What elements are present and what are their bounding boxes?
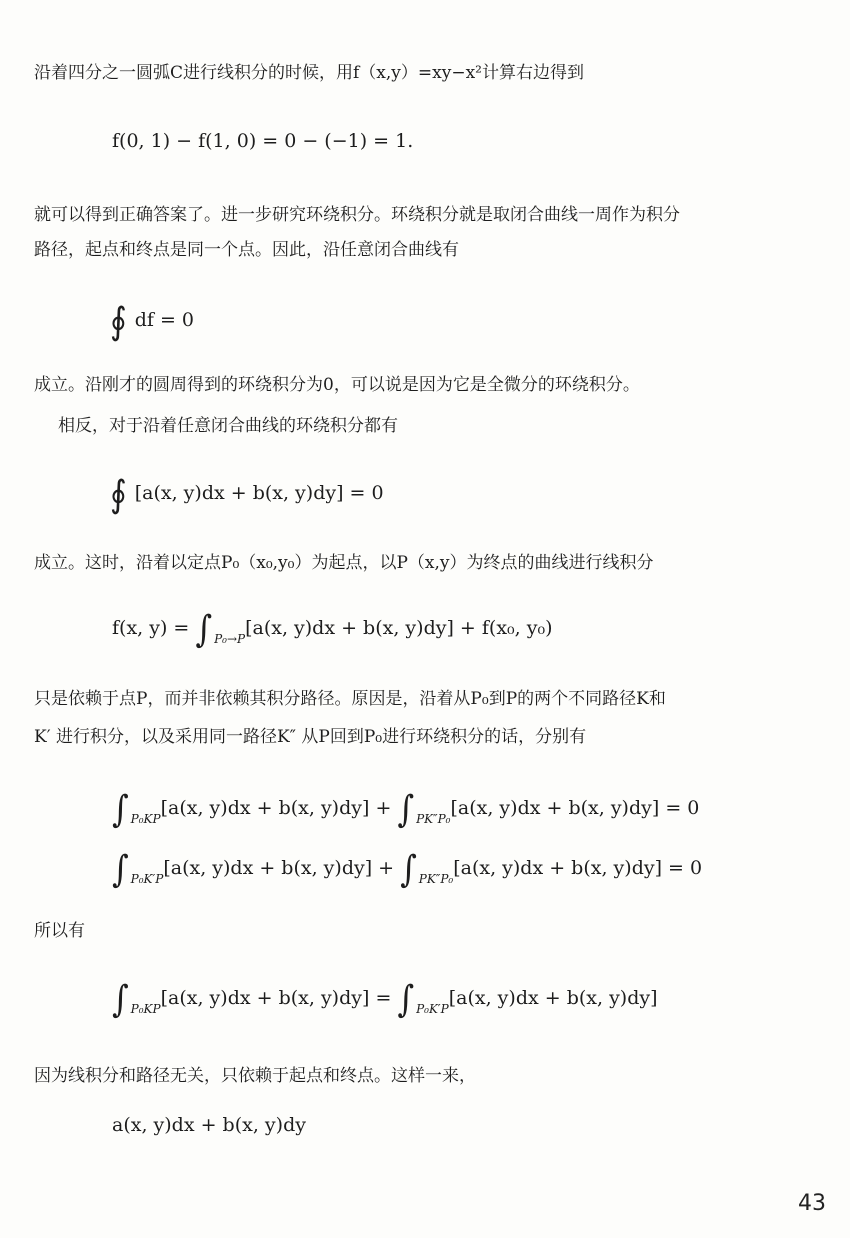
integral-subscript: P₀KP [130, 812, 161, 826]
integral-subscript: P₀K′P [130, 872, 164, 886]
equation-7-rhs: [a(x, y)dx + b(x, y)dy] [448, 987, 658, 1009]
paragraph-2-line-2: 路径，起点和终点是同一个点。因此，沿任意闭合曲线有 [34, 240, 459, 260]
paragraph-7: 所以有 [34, 921, 85, 941]
integral-symbol: ∫ [112, 847, 129, 891]
equation-1: f(0, 1) − f(1, 0) = 0 − (−1) = 1. [112, 130, 414, 152]
integral-symbol: ∫ [400, 847, 417, 891]
equation-2-body: df = 0 [134, 309, 195, 331]
integral-subscript: PK″P₀ [418, 872, 454, 886]
integral-symbol: ∫ [112, 977, 129, 1021]
paragraph-8: 因为线积分和路径无关，只依赖于起点和终点。这样一来， [34, 1066, 476, 1086]
equation-4-rhs: [a(x, y)dx + b(x, y)dy] + f(x₀, y₀) [245, 617, 553, 639]
paragraph-3: 成立。沿刚才的圆周得到的环绕积分为0，可以说是因为它是全微分的环绕积分。 [34, 375, 640, 395]
equation-6 [112, 847, 703, 891]
equation-5-mid: [a(x, y)dx + b(x, y)dy] + [160, 797, 398, 819]
integral-subscript: P₀→P [214, 632, 246, 646]
equation-2 [110, 299, 195, 343]
integral-symbol: ∫ [195, 607, 213, 651]
equation-7-mid: [a(x, y)dx + b(x, y)dy] = [160, 987, 398, 1009]
contour-integral-symbol: ∮ [110, 299, 127, 343]
page-number: 43 [798, 1191, 826, 1216]
paragraph-6-line-2: K′ 进行积分，以及采用同一路径K″ 从P回到P₀进行环绕积分的话，分别有 [34, 727, 587, 747]
equation-6-rhs: [a(x, y)dx + b(x, y)dy] = 0 [453, 857, 703, 879]
equation-4-lhs: f(x, y) = [112, 617, 196, 639]
equation-5 [112, 787, 700, 831]
paragraph-2-line-1: 就可以得到正确答案了。进一步研究环绕积分。环绕积分就是取闭合曲线一周作为积分 [34, 205, 680, 225]
integral-symbol: ∫ [112, 787, 129, 831]
integral-symbol: ∫ [397, 787, 415, 831]
equation-6-mid: [a(x, y)dx + b(x, y)dy] + [163, 857, 401, 879]
integral-subscript: P₀K′P [416, 1002, 449, 1016]
equation-5-rhs: [a(x, y)dx + b(x, y)dy] = 0 [450, 797, 700, 819]
equation-8: a(x, y)dx + b(x, y)dy [112, 1114, 306, 1136]
integral-subscript: PK″P₀ [416, 812, 451, 826]
paragraph-5: 成立。这时，沿着以定点P₀（x₀,y₀）为起点，以P（x,y）为终点的曲线进行线积分 [34, 553, 654, 573]
equation-3 [110, 472, 384, 516]
paragraph-1: 沿着四分之一圆弧C进行线积分的时候，用f（x,y）=xy−x²计算右边得到 [34, 63, 584, 83]
equation-3-body: [a(x, y)dx + b(x, y)dy] = 0 [134, 482, 384, 504]
paragraph-6-line-1: 只是依赖于点P，而并非依赖其积分路径。原因是，沿着从P₀到P的两个不同路径K和 [34, 689, 666, 709]
contour-integral-symbol: ∮ [110, 472, 127, 516]
integral-subscript: P₀KP [130, 1002, 161, 1016]
integral-symbol: ∫ [397, 977, 415, 1021]
equation-7 [112, 977, 658, 1021]
paragraph-4: 相反，对于沿着任意闭合曲线的环绕积分都有 [58, 416, 398, 436]
equation-4 [112, 607, 553, 651]
